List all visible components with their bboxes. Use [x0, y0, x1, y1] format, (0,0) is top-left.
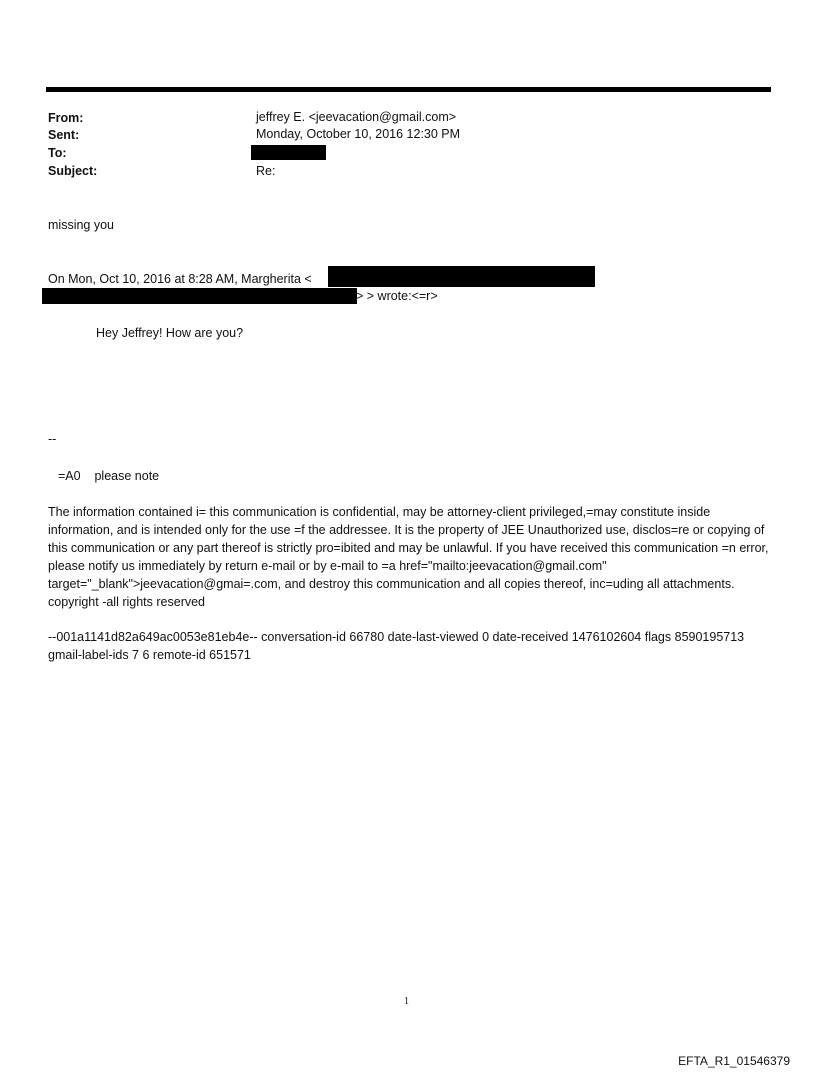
quote-wrote: > > wrote:<=r>	[356, 289, 438, 303]
sent-label: Sent:	[48, 128, 80, 142]
to-label: To:	[48, 146, 67, 160]
signature-separator: --	[48, 432, 57, 446]
sender-name-redaction	[42, 288, 357, 304]
page-number: 1	[404, 996, 409, 1007]
from-value: jeffrey E. <jeevacation@gmail.com>	[256, 110, 457, 124]
quote-intro-bracket: <	[304, 272, 312, 286]
quote-intro	[48, 270, 312, 288]
quote-intro-text: On Mon, Oct 10, 2016 at 8:28 AM, Margherita	[48, 272, 301, 286]
to-redaction	[251, 145, 326, 160]
subject-label: Subject:	[48, 164, 98, 178]
metadata-paragraph: --001a1141d82a649ac0053e81eb4e-- conversation-id 66780 date-last-viewed 0 date-received 1476102604 flags 8590195713 gmail-label-ids 7 6 remote-id 651571	[48, 630, 745, 662]
body-line-missing-you: missing you	[48, 218, 114, 232]
quoted-message: Hey Jeffrey! How are you?	[96, 326, 244, 340]
subject-value: Re:	[256, 164, 276, 178]
header-rule	[46, 87, 771, 92]
please-note: =A0 please note	[58, 469, 160, 483]
sent-value: Monday, October 10, 2016 12:30 PM	[256, 127, 461, 141]
document-id: EFTA_R1_01546379	[678, 1054, 790, 1068]
from-label: From:	[48, 111, 84, 125]
sender-email-redaction	[328, 266, 595, 287]
disclaimer-paragraph: The information contained i= this communication is confidential, may be attorney-client privileged,=may constitute inside information, and is intended only for the use =f the addressee. It is the property of JEE Unauthorized use, disclos=re or copying of this communication or any part thereof is strictly pro=ibited and may be unlawful. If you have received this communication =n error, please notify us immediately by return e-mail or by e-mail to =a href="mailto:jeevacation@gmail.com" target="_blank">jeevacation@gmai=.com, and destroy this communication and all copies thereof, inc=uding all attachments. copyright -all rights reserved	[48, 505, 769, 609]
